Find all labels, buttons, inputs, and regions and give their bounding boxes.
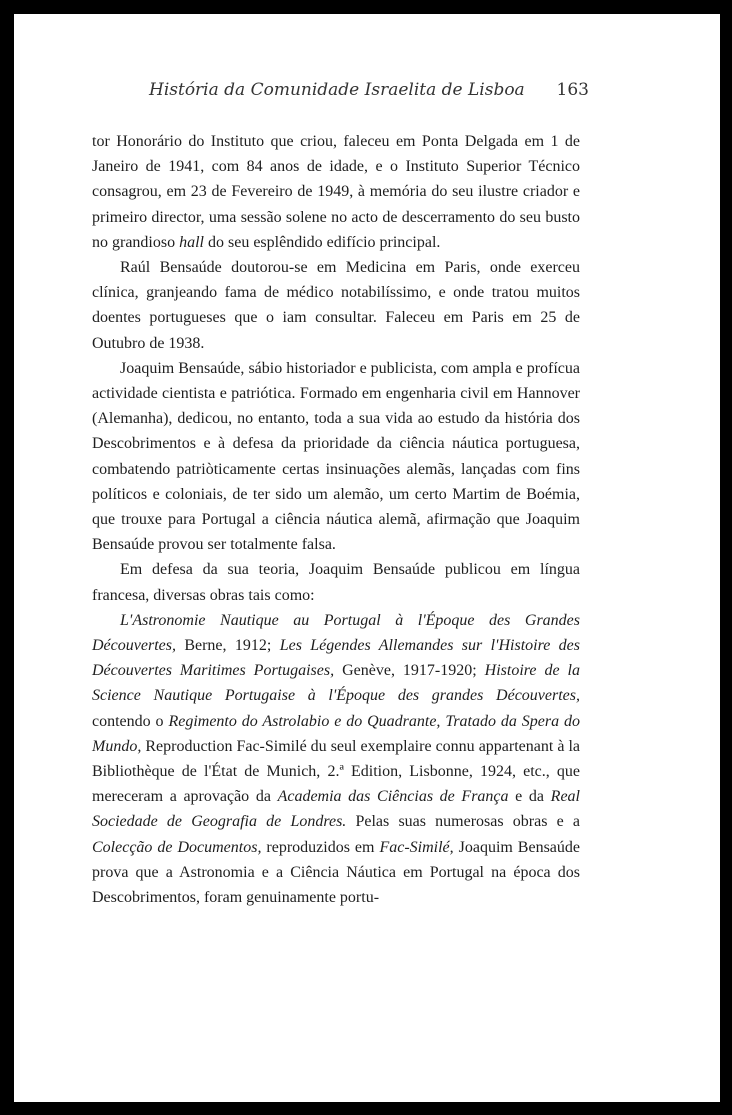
- work-title: Regimento do Astrolabio e do Quadrante, Tratado da Spera do Mundo,: [92, 712, 580, 755]
- running-header: [149, 80, 589, 106]
- work-title: L'Astronomie Nautique au Portugal à l'Époque des Grandes Découvertes,: [92, 611, 580, 655]
- work-title: Fac-Similé,: [379, 838, 454, 856]
- running-title: História da Comunidade Israelita de Lisboa: [149, 80, 525, 100]
- work-title: Colecção de Documentos,: [92, 838, 262, 856]
- work-title: Les Légendes Allemandes sur l'Histoire des Découvertes Maritimes Portugaises,: [92, 637, 581, 680]
- page-number: 163: [556, 80, 589, 100]
- paragraph-continuation: tor Honorário do Instituto que criou, faleceu em Ponta Delgada em 1 de Janeiro de 1941, com 84 anos de idade, e o Instituto Superior Técnico consagrou, em 23 de Fevereiro de 1949, à memória do seu ilustre criador e primeiro director, uma sessão solene no acto de descerramento do seu busto no grandioso hall do seu esplêndido edifício principal.: [92, 133, 580, 251]
- italic-term: hall: [179, 233, 204, 251]
- paragraph-raul-bensaude: Raúl Bensaúde doutorou-se em Medicina em Paris, onde exerceu clínica, granjeando fama de médico notabilíssimo, e onde tratou muitos doentes portugueses que o iam consultar. Faleceu em Paris em 25 de Outubro de 1938.: [92, 259, 580, 352]
- paragraph-defesa: Em defesa da sua teoria, Joaquim Bensaúde publicou em língua francesa, diversas obras tais como:: [92, 561, 580, 604]
- body-text: [92, 129, 580, 910]
- paragraph-works-list: L'Astronomie Nautique au Portugal à l'Époque des Grandes Découvertes, Berne, 1912; Les Légendes Allemandes sur l'Histoire des Découvertes Maritimes Portugaises, Genève, 1917-1920; Histoire de la Science Nautique Portugaise à l'Époque des grandes Découvertes, contendo o Regimento do Astrolabio e do Quadrante, Tratado da Spera do Mundo, Reproduction Fac-Similé du seul exemplaire connu appartenant à la Bibliothèque de l'État de Munich, 2.ª Edition, Lisbonne, 1924, etc., que mereceram a aprovação da Academia das Ciências de França e da Real Sociedade de Geografia de Londres. Pelas suas numerosas obras e a Colecção de Documentos, reproduzidos em Fac-Similé, Joaquim Bensaúde prova que a Astronomia e a Ciência Náutica em Portugal na época dos Descobrimentos, foram genuinamente portu-: [92, 611, 581, 907]
- book-page: [14, 14, 720, 1102]
- work-title: Histoire de la Science Nautique Portugaise à l'Époque des grandes Découvertes,: [92, 662, 581, 705]
- institution-name: Real Sociedade de Geografia de Londres.: [92, 788, 580, 831]
- paragraph-joaquim-bensaude: Joaquim Bensaúde, sábio historiador e publicista, com ampla e profícua actividade cientista e patriótica. Formado em engenharia civil em Hannover (Alemanha), dedicou, no entanto, toda a sua vida ao estudo da história dos Descobrimentos e à defesa da prioridade da ciência náutica portuguesa, combatendo patriòticamente certas insinuações alemãs, lançadas com fins políticos e coloniais, de ter sido um alemão, um certo Martim de Boémia, que trouxe para Portugal a ciência náutica alemã, afirmação que Joaquim Bensaúde provou ser totalmente falsa.: [92, 359, 580, 554]
- institution-name: Academia das Ciências de França: [277, 788, 509, 806]
